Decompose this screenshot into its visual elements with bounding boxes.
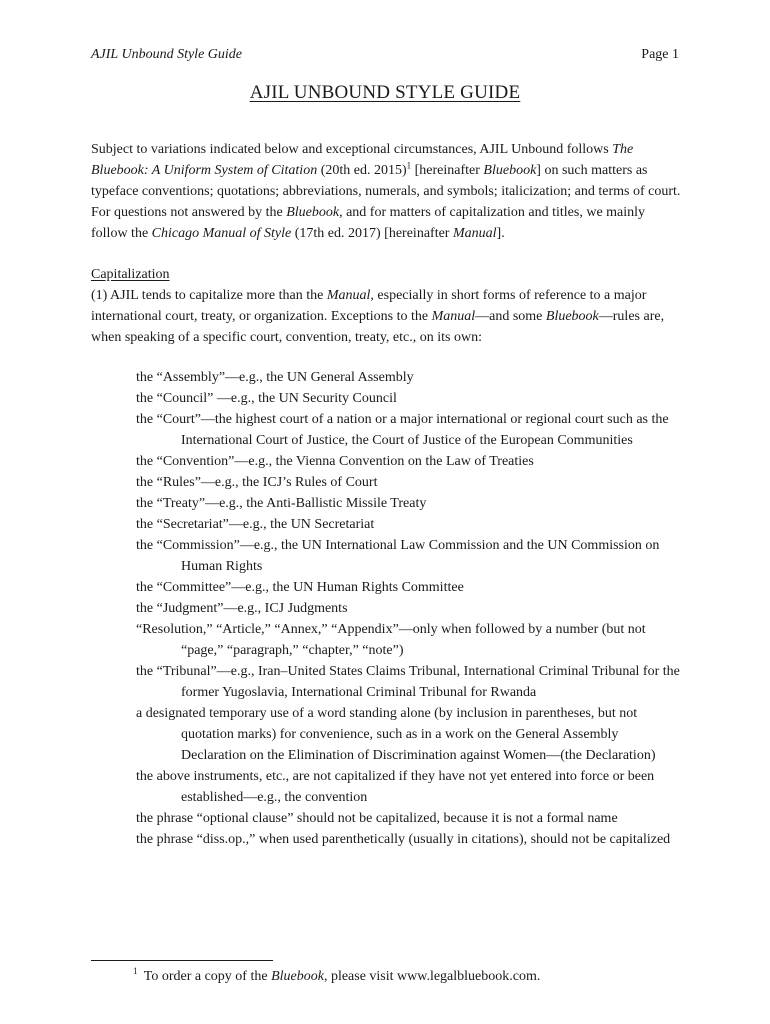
list-item: the “Tribunal”—e.g., Iran–United States Claims Tribunal, International Criminal Tribunal for the former Yugoslavia, International Criminal Tribunal for Rwanda xyxy=(136,664,680,700)
document-title: AJIL UNBOUND STYLE GUIDE xyxy=(249,82,521,103)
list-item: the “Secretariat”—e.g., the UN Secretariat xyxy=(136,517,375,532)
list-item: the “Judgment”—e.g., ICJ Judgments xyxy=(136,601,348,616)
list-item: the “Convention”—e.g., the Vienna Convention on the Law of Treaties xyxy=(136,454,534,469)
list-item: the phrase “diss.op.,” when used parenthetically (usually in citations), should not be capitalized xyxy=(136,832,671,847)
list-item: “Resolution,” “Article,” “Annex,” “Appendix”—only when followed by a number (but not “page,” “paragraph,” “chapter,” “note”) xyxy=(136,622,646,658)
footnote: $^1$ To order a copy of the Bluebook, please visit www.legalbluebook.com. xyxy=(133,966,541,984)
section-heading-capitalization: Capitalization xyxy=(91,267,170,282)
list-item: the “Committee”—e.g., the UN Human Rights Committee xyxy=(136,580,464,595)
footnote-reference: 1 xyxy=(406,160,412,171)
footnote-divider xyxy=(91,960,273,961)
list-item: the above instruments, etc., are not capitalized if they have not yet entered into force or been established—e.g., the convention xyxy=(136,769,655,805)
list-item: a designated temporary use of a word standing alone (by inclusion in parentheses, but not quotation marks) for convenience, such as in a work on the General Assembly Declaration on the Elimination of Discrimination against Women—(the Declaration) xyxy=(136,706,656,763)
list-item: the “Treaty”—e.g., the Anti-Ballistic Missile Treaty xyxy=(136,496,427,511)
running-header-title: AJIL Unbound Style Guide xyxy=(91,47,242,62)
page-number: Page 1 xyxy=(641,47,679,62)
intro-paragraph: Subject to variations indicated below and exceptional circumstances, AJIL Unbound follows The Bluebook: A Uniform System of Citation (20th ed. 2015)$^1$ [hereinafter Bluebook] on such matters as typeface conventions; quotations; abbreviations, numerals, and symbols; italicization; and terms of court. For questions not answered by the Bluebook, and for matters of capitalization and titles, we mainly follow the Chicago Manual of Style (17th ed. 2017) [hereinafter Manual]. xyxy=(91,142,681,241)
list-item: the “Court”—the highest court of a nation or a major international or regional court such as the International Court of Justice, the Court of Justice of the European Communities xyxy=(136,412,669,448)
list-item: the “Assembly”—e.g., the UN General Assembly xyxy=(136,370,414,385)
list-item: the “Council” —e.g., the UN Security Council xyxy=(136,391,397,406)
capitalization-list xyxy=(136,367,681,850)
footnote-number: 1 xyxy=(133,966,138,977)
capitalization-paragraph-1: (1) AJIL tends to capitalize more than the Manual, especially in short forms of reference to a major international court, treaty, or organization. Exceptions to the Manual—and some Bluebook—rules are, when speaking of a specific court, convention, treaty, etc., on its own: xyxy=(91,288,665,345)
capitalization-section xyxy=(91,264,681,348)
list-item: the “Rules”—e.g., the ICJ’s Rules of Court xyxy=(136,475,378,490)
list-item: the phrase “optional clause” should not be capitalized, because it is not a formal name xyxy=(136,811,618,826)
list-item: the “Commission”—e.g., the UN International Law Commission and the UN Commission on Human Rights xyxy=(136,538,660,574)
